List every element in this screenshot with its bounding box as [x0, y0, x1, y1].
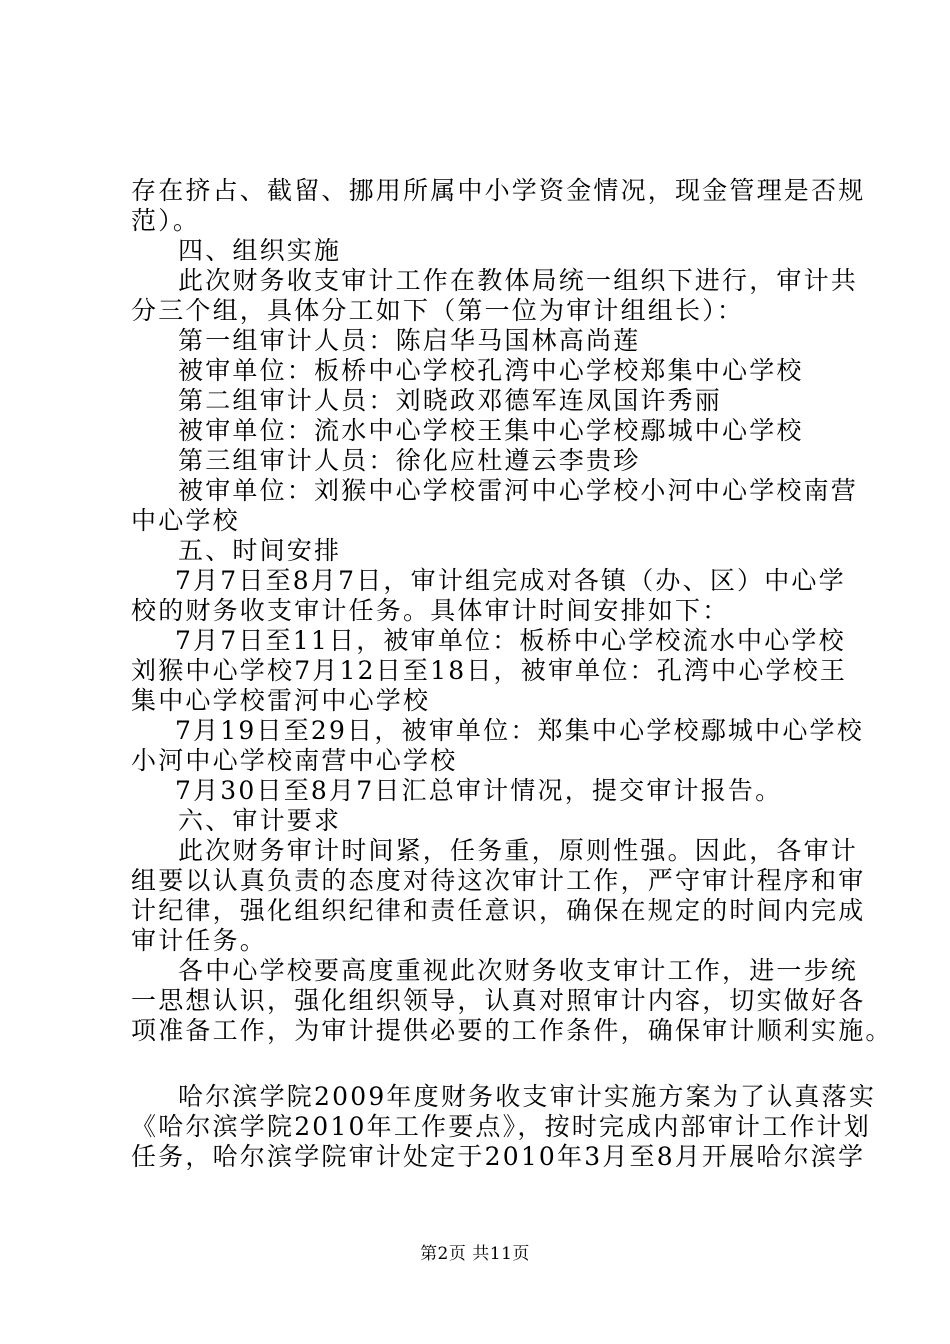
- section-heading: 四、组织实施: [178, 236, 342, 265]
- text-line: 一思想认识，强化组织领导，认真对照审计内容，切实做好各: [131, 986, 866, 1015]
- text-line: 计纪律，强化组织纪律和责任意识，确保在规定的时间内完成: [131, 896, 866, 925]
- text-line: 集中心学校雷河中心学校: [131, 686, 431, 715]
- text-line: 第三组审计人员：徐化应杜遵云李贵珍: [178, 446, 641, 475]
- text-line: 校的财务收支审计任务。具体审计时间安排如下：: [131, 596, 730, 625]
- text-line: 存在挤占、截留、挪用所属中小学资金情况，现金管理是否规: [131, 176, 866, 205]
- text-line: 7月7日至11日，被审单位：板桥中心学校流水中心学校: [175, 626, 846, 655]
- text-line: 项准备工作，为审计提供必要的工作条件，确保审计顺利实施。: [131, 1016, 893, 1045]
- text-line: 范）。: [131, 206, 201, 235]
- text-line: 中心学校: [131, 506, 240, 535]
- text-line: 各中心学校要高度重视此次财务收支审计工作，进一步统: [178, 956, 859, 985]
- text-line: 7月30日至8月7日汇总审计情况，提交审计报告。: [175, 776, 783, 805]
- text-line: 刘猴中心学校7月12日至18日，被审单位：孔湾中心学校王: [131, 656, 848, 685]
- text-line: 哈尔滨学院2009年度财务收支审计实施方案为了认真落实: [178, 1082, 877, 1111]
- text-line: 被审单位：刘猴中心学校雷河中心学校小河中心学校南营: [178, 476, 859, 505]
- text-line: 被审单位：流水中心学校王集中心学校鄢城中心学校: [178, 416, 804, 445]
- text-line: 7月19日至29日，被审单位：郑集中心学校鄢城中心学校: [175, 716, 864, 745]
- page-number-footer: 第2页 共11页: [420, 1244, 530, 1264]
- text-line: 7月7日至8月7日，审计组完成对各镇（办、区）中心学: [175, 566, 846, 595]
- text-line: 小河中心学校南营中心学校: [131, 746, 458, 775]
- text-line: 第一组审计人员：陈启华马国林高尚莲: [178, 326, 641, 355]
- text-line: 任务，哈尔滨学院审计处定于2010年3月至8月开展哈尔滨学: [131, 1142, 866, 1171]
- text-line: 分三个组，具体分工如下（第一位为审计组组长）：: [131, 296, 745, 325]
- text-line: 第二组审计人员：刘晓政邓德军连凤国许秀丽: [178, 386, 723, 415]
- text-line: 组要以认真负责的态度对待这次审计工作，严守审计程序和审: [131, 866, 866, 895]
- text-line: 此次财务收支审计工作在教体局统一组织下进行，审计共: [178, 266, 859, 295]
- text-line: 此次财务审计时间紧，任务重，原则性强。因此，各审计: [178, 836, 859, 865]
- text-line: 《哈尔滨学院2010年工作要点》，按时完成内部审计工作计划: [131, 1112, 871, 1141]
- text-line: 审计任务。: [131, 926, 268, 955]
- section-heading: 五、时间安排: [178, 536, 342, 565]
- text-line: 被审单位：板桥中心学校孔湾中心学校郑集中心学校: [178, 356, 804, 385]
- section-heading: 六、审计要求: [178, 806, 342, 835]
